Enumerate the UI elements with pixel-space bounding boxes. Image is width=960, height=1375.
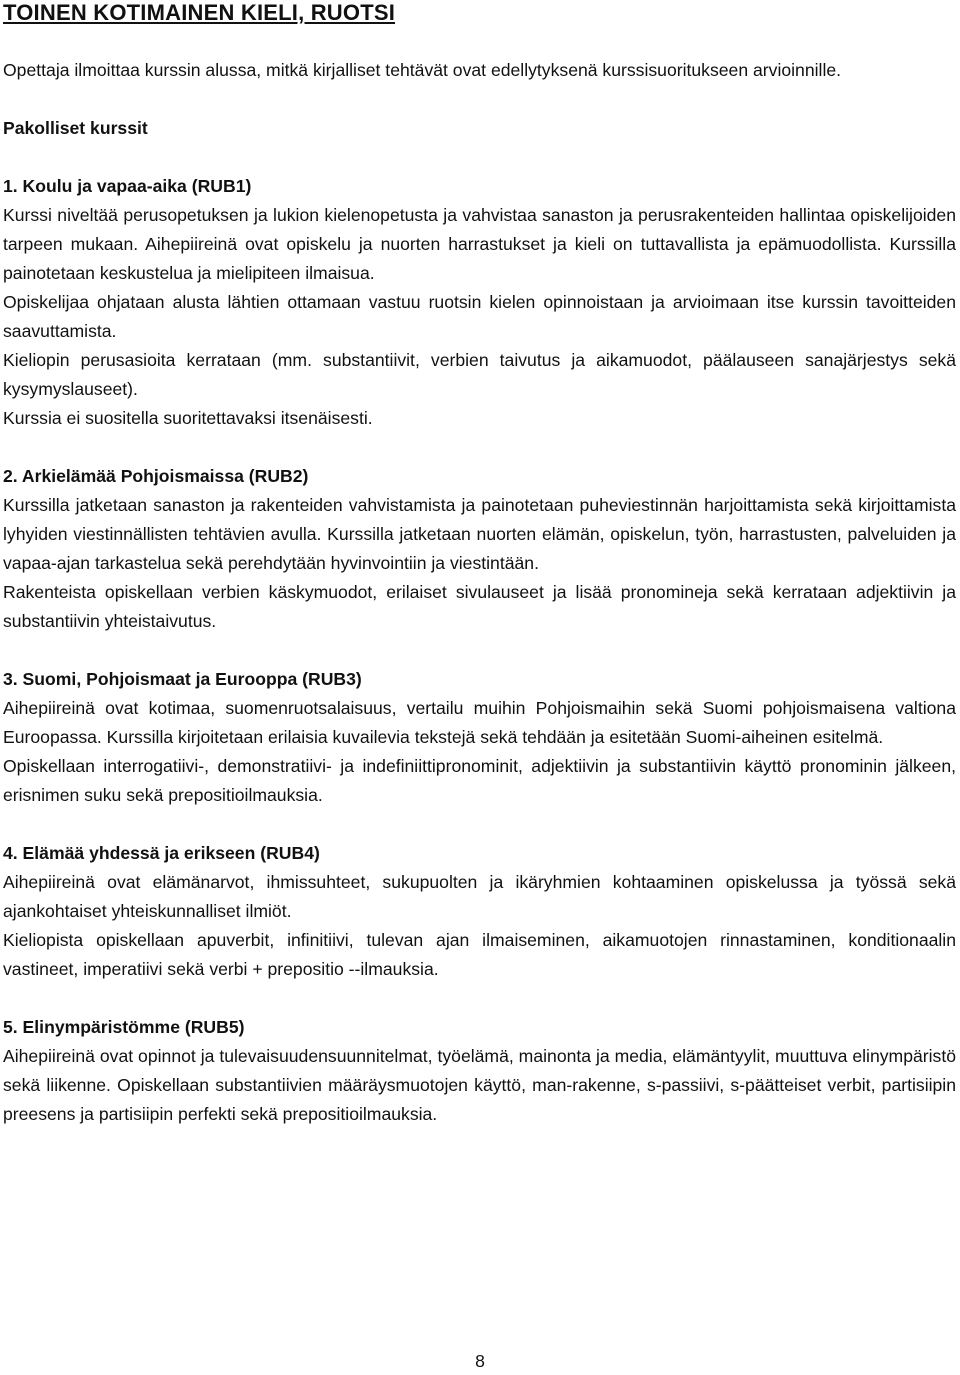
course-title: 1. Koulu ja vapaa-aika (RUB1) bbox=[3, 176, 252, 196]
course-title: 3. Suomi, Pohjoismaat ja Eurooppa (RUB3) bbox=[3, 669, 362, 689]
course-paragraph: Kurssilla jatketaan sanaston ja rakenteiden vahvistamista ja painotetaan puheviestinnän harjoittamista sekä kirjoittamista lyhyiden viestinnällisten tehtävien avulla. Kurssilla jatketaan nuorten elämän, opiskelun, työn, harrastusten, palveluiden ja vapaa-ajan tarkastelua sekä perehdytään hyvinvointiin ja viestintään. bbox=[3, 495, 956, 573]
required-courses-heading: Pakolliset kurssit bbox=[3, 118, 148, 138]
course-rub4 bbox=[3, 839, 956, 984]
document-title: TOINEN KOTIMAINEN KIELI, RUOTSI bbox=[3, 0, 396, 25]
course-paragraph: Kieliopin perusasioita kerrataan (mm. substantiivit, verbien taivutus ja aikamuodot, päälauseen sanajärjestys sekä kysymyslauseet). bbox=[3, 350, 956, 399]
course-rub3 bbox=[3, 665, 956, 810]
course-paragraph: Rakenteista opiskellaan verbien käskymuodot, erilaiset sivulauseet ja lisää pronomineja sekä kerrataan adjektiivin ja substantiivin yhteistaivutus. bbox=[3, 582, 956, 631]
course-title: 2. Arkielämää Pohjoismaissa (RUB2) bbox=[3, 466, 309, 486]
course-rub2 bbox=[3, 462, 956, 636]
course-rub1 bbox=[3, 172, 956, 433]
course-paragraph: Kurssi niveltää perusopetuksen ja lukion kielenopetusta ja vahvistaa sanaston ja perusrakenteiden hallintaa opiskelijoiden tarpeen mukaan. Aihepiireinä ovat opiskelu ja nuorten harrastukset ja kieli on tuttavallista ja epämuodollista. Kurssilla painotetaan keskustelua ja mielipiteen ilmaisua. bbox=[3, 205, 956, 283]
course-paragraph: Aihepiireinä ovat kotimaa, suomenruotsalaisuus, vertailu muihin Pohjoismaihin sekä Suomi pohjoismaisena valtiona Euroopassa. Kurssilla kirjoitetaan erilaisia kuvailevia tekstejä sekä tehdään ja esitetään Suomi-aiheinen esitelmä. bbox=[3, 698, 956, 747]
course-paragraph: Kurssia ei suositella suoritettavaksi itsenäisesti. bbox=[3, 408, 373, 428]
course-paragraph: Kieliopista opiskellaan apuverbit, infinitiivi, tulevan ajan ilmaiseminen, aikamuotojen rinnastaminen, konditionaalin vastineet, imperatiivi sekä verbi + prepositio --ilmauksia. bbox=[3, 930, 956, 979]
course-title: 5. Elinympäristömme (RUB5) bbox=[3, 1017, 245, 1037]
page-number: 8 bbox=[475, 1351, 485, 1371]
document-page bbox=[3, 0, 956, 1129]
course-title: 4. Elämää yhdessä ja erikseen (RUB4) bbox=[3, 843, 320, 863]
course-paragraph: Aihepiireinä ovat elämänarvot, ihmissuhteet, sukupuolten ja ikäryhmien kohtaaminen opiskelussa ja työssä sekä ajankohtaiset yhteiskunnalliset ilmiöt. bbox=[3, 872, 956, 921]
course-rub5 bbox=[3, 1013, 956, 1129]
course-paragraph: Aihepiireinä ovat opinnot ja tulevaisuudensuunnitelmat, työelämä, mainonta ja media, elämäntyylit, muuttuva elinympäristö sekä liikenne. Opiskellaan substantiivien määräysmuotojen käyttö, man-rakenne, s-passiivi, s-päätteiset verbit, partisiipin preesens ja partisiipin perfekti sekä prepositioilmauksia. bbox=[3, 1046, 956, 1124]
course-paragraph: Opiskellaan interrogatiivi-, demonstratiivi- ja indefiniittipronominit, adjektiivin ja substantiivin käyttö pronominin jälkeen, erisnimen suku sekä prepositioilmauksia. bbox=[3, 756, 956, 805]
intro-paragraph: Opettaja ilmoittaa kurssin alussa, mitkä kirjalliset tehtävät ovat edellytyksenä kurssisuoritukseen arvioinnille. bbox=[3, 60, 842, 80]
course-paragraph: Opiskelijaa ohjataan alusta lähtien ottamaan vastuu ruotsin kielen opinnoistaan ja arvioimaan itse kurssin tavoitteiden saavuttamista. bbox=[3, 292, 956, 341]
